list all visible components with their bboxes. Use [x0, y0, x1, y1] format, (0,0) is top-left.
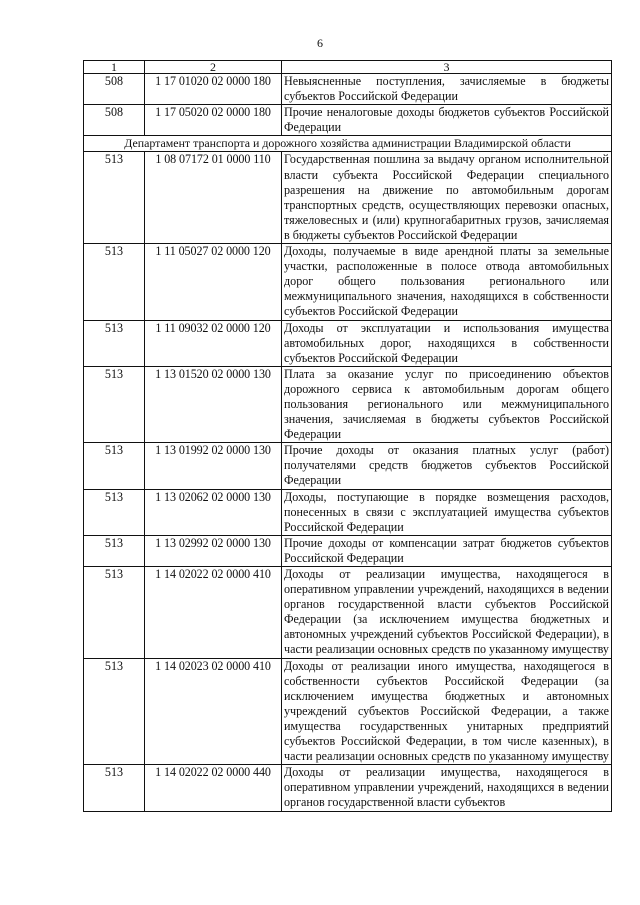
- admin-code-cell: 513: [84, 152, 145, 244]
- admin-code-cell: 508: [84, 74, 145, 105]
- table-body-before-section: [84, 74, 612, 136]
- description-cell: Доходы от реализации имущества, находящегося в оперативном управлении учреждений, находящихся в ведении органов государственной власти субъектов: [282, 765, 612, 811]
- description-cell: Плата за оказание услуг по присоединению объектов дорожного сервиса к автомобильным дорогам общего пользования регионального или межмуниципального значения, зачисляемая в бюджеты субъектов Российской Федерации: [282, 366, 612, 442]
- table-row: [84, 489, 612, 535]
- description-cell: Доходы, поступающие в порядке возмещения расходов, понесенных в связи с эксплуатацией имущества субъектов Российской Федерации: [282, 489, 612, 535]
- description-cell: Прочие неналоговые доходы бюджетов субъектов Российской Федерации: [282, 105, 612, 136]
- table-header: [84, 61, 612, 74]
- table-row: [84, 535, 612, 566]
- header-col-3: 3: [282, 61, 612, 74]
- revenue-code-cell: 1 13 02992 02 0000 130: [145, 535, 282, 566]
- admin-code-cell: 513: [84, 366, 145, 442]
- section-row: [84, 136, 612, 152]
- description-cell: Доходы от реализации имущества, находящегося в оперативном управлении учреждений, находящихся в ведении органов государственной власти субъектов Российской Федерации (за исключением имущества бюджетных и автономных учреждений субъектов Российской Федерации), в части реализации основных средств по указанному имуществу: [282, 567, 612, 659]
- description-cell: Доходы от эксплуатации и использования имущества автомобильных дорог, находящихся в собственности субъектов Российской Федерации: [282, 320, 612, 366]
- admin-code-cell: 513: [84, 443, 145, 489]
- admin-code-cell: 513: [84, 765, 145, 811]
- table-row: [84, 244, 612, 320]
- description-cell: Прочие доходы от компенсации затрат бюджетов субъектов Российской Федерации: [282, 535, 612, 566]
- revenue-code-cell: 1 13 01520 02 0000 130: [145, 366, 282, 442]
- revenue-code-cell: 1 17 01020 02 0000 180: [145, 74, 282, 105]
- revenue-code-cell: 1 13 01992 02 0000 130: [145, 443, 282, 489]
- admin-code-cell: 513: [84, 567, 145, 659]
- header-col-2: 2: [145, 61, 282, 74]
- header-row: [84, 61, 612, 74]
- revenue-code-cell: 1 14 02023 02 0000 410: [145, 658, 282, 765]
- description-cell: Государственная пошлина за выдачу органом исполнительной власти субъекта Российской Федерации специального разрешения на движение по автомобильным дорогам транспортных средств, осуществляющих перевозки опасных, тяжеловесных и (или) крупногабаритных грузов, зачисляемая в бюджеты субъектов Российской Федерации: [282, 152, 612, 244]
- table-row: [84, 74, 612, 105]
- table-body-after-section: [84, 152, 612, 811]
- revenue-code-cell: 1 11 09032 02 0000 120: [145, 320, 282, 366]
- description-cell: Прочие доходы от оказания платных услуг (работ) получателями средств бюджетов субъектов Российской Федерации: [282, 443, 612, 489]
- table-row: [84, 765, 612, 811]
- revenue-code-cell: 1 14 02022 02 0000 410: [145, 567, 282, 659]
- table-row: [84, 443, 612, 489]
- page-number: 6: [317, 36, 323, 50]
- section-title: Департамент транспорта и дорожного хозяйства администрации Владимирской области: [84, 136, 612, 152]
- table-row: [84, 105, 612, 136]
- revenue-code-cell: 1 17 05020 02 0000 180: [145, 105, 282, 136]
- revenue-codes-table: [83, 60, 612, 812]
- revenue-code-cell: 1 08 07172 01 0000 110: [145, 152, 282, 244]
- admin-code-cell: 513: [84, 489, 145, 535]
- header-col-1: 1: [84, 61, 145, 74]
- admin-code-cell: 513: [84, 535, 145, 566]
- description-cell: Доходы, получаемые в виде арендной платы за земельные участки, расположенные в полосе отвода автомобильных дорог общего пользования регионального или межмуниципального значения, находящихся в собственности субъектов Российской Федерации: [282, 244, 612, 320]
- description-cell: Доходы от реализации иного имущества, находящегося в собственности субъектов Российской Федерации (за исключением имущества бюджетных и автономных учреждений субъектов Российской Федерации, а также имущества государственных унитарных предприятий субъектов Российской Федерации, в том числе казенных), в части реализации основных средств по указанному имуществу: [282, 658, 612, 765]
- table-row: [84, 366, 612, 442]
- revenue-code-cell: 1 14 02022 02 0000 440: [145, 765, 282, 811]
- revenue-code-cell: 1 11 05027 02 0000 120: [145, 244, 282, 320]
- description-cell: Невыясненные поступления, зачисляемые в бюджеты субъектов Российской Федерации: [282, 74, 612, 105]
- table-row: [84, 658, 612, 765]
- admin-code-cell: 508: [84, 105, 145, 136]
- table-row: [84, 152, 612, 244]
- admin-code-cell: 513: [84, 320, 145, 366]
- table-row: [84, 320, 612, 366]
- revenue-code-cell: 1 13 02062 02 0000 130: [145, 489, 282, 535]
- section-header: [84, 136, 612, 152]
- table-row: [84, 567, 612, 659]
- admin-code-cell: 513: [84, 658, 145, 765]
- admin-code-cell: 513: [84, 244, 145, 320]
